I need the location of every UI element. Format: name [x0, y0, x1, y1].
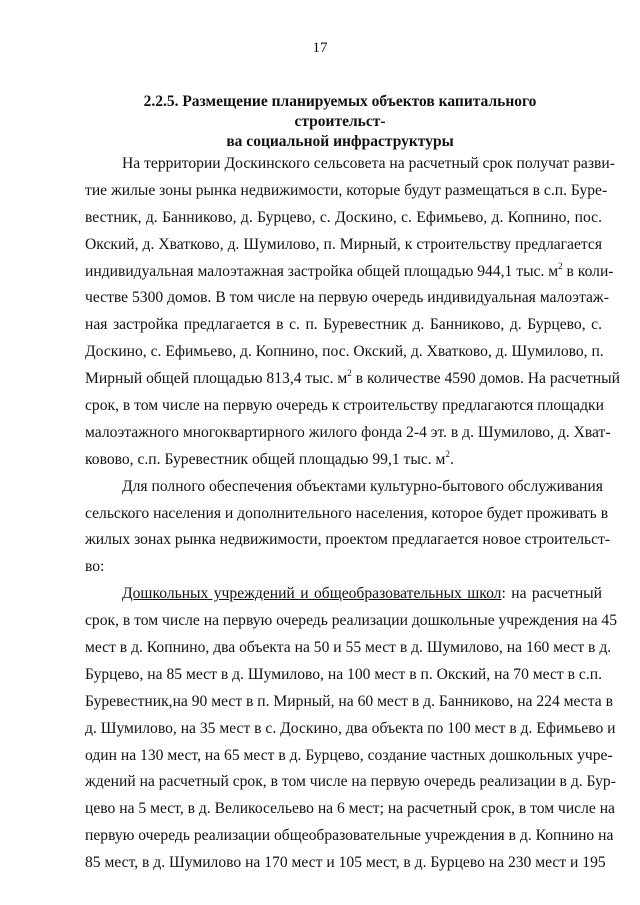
text-line: Для полного обеспечения объектами культурно-бытового обслуживания: [122, 477, 603, 495]
text-line: малоэтажного многоквартирного жилого фонда 2-4 эт. в д. Шумилово, д. Хват-: [85, 423, 611, 441]
text-line: Доскино, с. Ефимьево, д. Копнино, пос. Окский, д. Хватково, д. Шумилово, п.: [85, 343, 604, 361]
text-line: честве 5300 домов. В том числе на первую очередь индивидуальная малоэтаж-: [85, 289, 609, 307]
text-line: во:: [85, 558, 105, 576]
text-line: цево на 5 мест, в д. Великосельево на 6 мест; на расчетный срок, в том числе на: [85, 800, 615, 818]
text-line: сельского населения и дополнительного населения, которое будет проживать в: [85, 504, 609, 522]
text-line: [85, 366, 620, 393]
text-line: срок, в том числе на первую очередь к строительству предлагаются площадки: [85, 397, 604, 415]
section-heading-line-2: ва социальной инфраструктуры: [226, 133, 454, 150]
page-number: 17: [312, 40, 328, 56]
text-line: срок, в том числе на первую очередь реализации дошкольные учреждения на 45: [85, 612, 618, 630]
text-line: мест в д. Копнино, два объекта на 50 и 55 мест в д. Шумилово, на 160 мест в д.: [85, 639, 612, 657]
text-line: Буревестник,на 90 мест в п. Мирный, на 60 мест в д. Банниково, на 224 места в: [85, 692, 613, 710]
text-line: [85, 581, 602, 608]
body-text: [85, 151, 620, 877]
text-line: ждений на расчетный срок, в том числе на первую очередь реализации в д. Бур-: [85, 773, 616, 791]
text-fragment: : на расчетный: [501, 585, 602, 603]
section-heading-line-1: 2.2.5. Размещение планируемых объектов капитального строительст-: [143, 93, 537, 130]
text-line: Бурцево, на 85 мест в д. Шумилово, на 100 мест в п. Окский, на 70 мест в с.п.: [85, 665, 602, 683]
text-line: [85, 259, 614, 286]
section-heading: [100, 92, 580, 152]
superscript: 2: [445, 448, 450, 459]
superscript: 2: [347, 368, 352, 379]
text-line: ная застройка предлагается в с. п. Буревестник д. Банниково, д. Бурцево, с.: [85, 316, 602, 334]
text-line: один на 130 мест, на 65 мест в д. Бурцево, создание частных дошкольных учре-: [85, 746, 613, 764]
text-line: тие жилые зоны рынка недвижимости, которые будут размещаться в с.п. Буре-: [85, 181, 608, 199]
text-line: первую очередь реализации общеобразовательные учреждения в д. Копнино на: [85, 827, 614, 845]
text-line: жилых зонах рынка недвижимости, проектом предлагается новое строительст-: [85, 531, 611, 549]
text-line: д. Шумилово, на 35 мест в с. Доскино, два объекта по 100 мест в д. Ефимьево и: [85, 719, 616, 737]
text-fragment: индивидуальная малоэтажная застройка общей площадью 944,1 тыс. м: [85, 262, 559, 280]
text-line: вестник, д. Банниково, д. Бурцево, с. Доскино, с. Ефимьево, д. Копнино, пос.: [85, 208, 602, 226]
text-line: Окский, д. Хватково, д. Шумилово, п. Мирный, к строительству предлагается: [85, 235, 602, 253]
text-line: На территории Доскинского сельсовета на расчетный срок получат разви-: [122, 155, 615, 172]
text-fragment: ковово, с.п. Буревестник общей площадью 99,1 тыс. м: [85, 450, 446, 468]
underlined-lead: Дошкольных учреждений и общеобразовательных школ: [122, 585, 502, 603]
superscript: 2: [558, 260, 563, 271]
text-fragment: в коли-: [562, 262, 614, 280]
text-line: 85 мест, в д. Шумилово на 170 мест и 105 мест, в д. Бурцево на 230 мест и 195: [85, 854, 606, 872]
text-fragment: в количестве 4590 домов. На расчетный: [351, 370, 620, 388]
text-line: [85, 447, 602, 474]
text-fragment: .: [449, 450, 454, 468]
text-fragment: Мирный общей площадью 813,4 тыс. м: [85, 370, 348, 388]
